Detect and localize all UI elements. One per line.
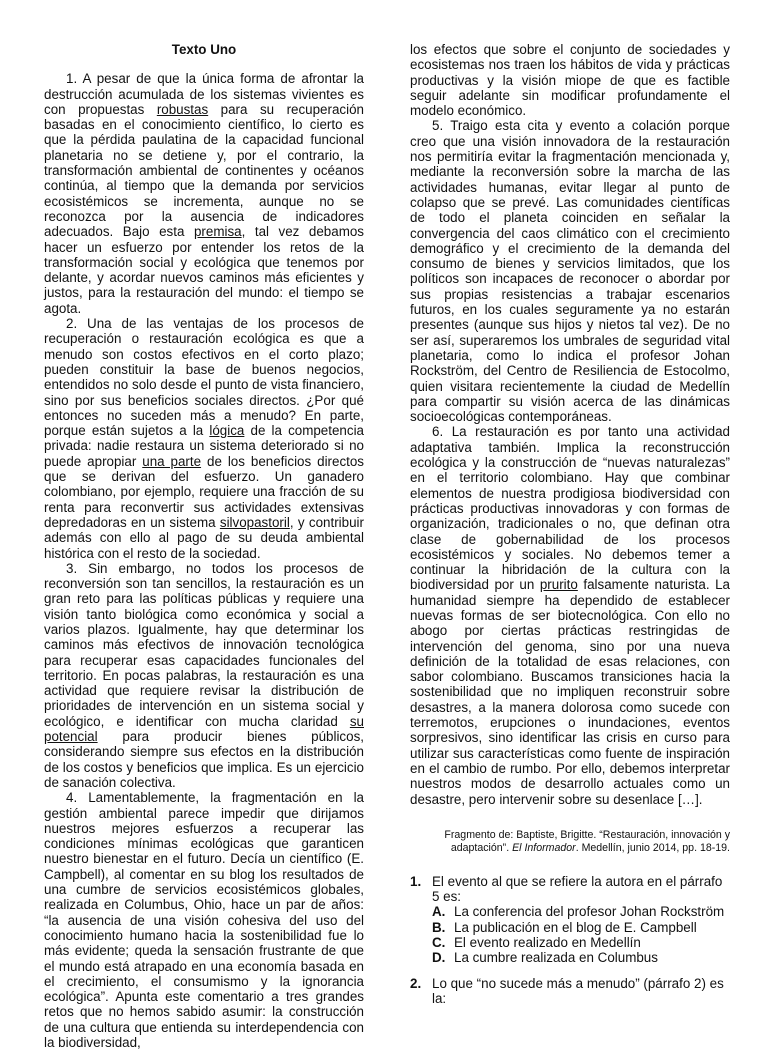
text-run: de la competencia privada: nadie restaura un sistema deteriorado si no puede apropiar (44, 423, 364, 469)
paragraph (44, 561, 364, 790)
text-run: 3. Sin embargo, no todos los procesos de reconversión son tan sencillos, la restauración es un gran reto para las políticas públicas y requiere una visión tanto biológica como económica y social a varios plazos. Igualmente, hay que determinar los caminos más efectivos de innovación tecnológica para recuperar esas capacidades funcionales del territorio. En pocas palabras, la restauración es una actividad que requiere revisar la distribución de prioridades de intervención en un sistema social y ecológico, e identificar con mucha claridad (44, 560, 364, 729)
text-run: los efectos que sobre el conjunto de sociedades y ecosistemas nos traen los hábitos de vida y prácticas productivas y la visión miope de que es factible seguir adelante sin modificar profundamente el modelo económico. (410, 42, 730, 119)
paragraph (44, 71, 364, 316)
right-paragraphs (410, 42, 730, 807)
answer-option[interactable] (432, 935, 730, 950)
text-run: 2. Una de las ventajas de los procesos de recuperación o restauración ecológica es que a menudo son costos efectivos en el corto plazo; pueden constituir la base de buenos negocios, entendidos no solo desde el punto de vista financiero, sino por sus beneficios sociales directos. ¿Por qué entonces no suceden más a menudo? En parte, porque están sujetos a la (44, 316, 364, 439)
underlined-term: silvopastoril (219, 514, 290, 530)
reference-publication: El Informador (512, 842, 576, 855)
text-run: 5. Traigo esta cita y evento a colación porque creo que una visión innovadora de la restauración nos permitiría evitar la fragmentación mencionada y, mediante la reconversión sobre la marcha de las actividades humanas, evitar llegar al punto de colapso que se prevé. Las comunidades científicas de todo el planeta coinciden en señalar la convergencia del caos climático con el crecimiento demográfico y el crecimiento de la demanda del consumo de bienes y servicios limitados, que los políticos son incapaces de reconocer o abordar por sus propias resistencias a trabajar escenarios futuros, en los cuales seguramente ya no estarán presentes (aunque sus hijos y nietos tal vez). De no ser así, superaremos los umbrales de seguridad vital planetaria, como lo indica el profesor Johan Rockström, del Centro de Resiliencia de Estocolmo, quien visitara recientemente la ciudad de Medellín para compartir su visión acerca de las dinámicas socioecológicas contemporáneas. (410, 118, 730, 425)
paragraph (410, 42, 730, 118)
text-run: 6. La restauración es por tanto una actividad adaptativa también. Implica la reconstrucción ecológica y la construcción de “nuevas naturalezas” en el territorio colombiano. Hay que combinar elementos de nuestra prodigiosa biodiversidad con prácticas productivas innovadoras y con formas de organización, tradicionales o no, que definan otra clase de gobernabilidad de los procesos ecosistémicos y sociales. No debemos temer a continuar la hibridación de la cultura con la biodiversidad por un (410, 424, 730, 593)
underlined-term: prurito (539, 577, 578, 593)
source-reference (440, 829, 730, 856)
question-item (410, 874, 730, 966)
paragraph (44, 790, 364, 1050)
question-text: Lo que “no sucede más a menudo” (párrafo 2) es la: (432, 975, 724, 1006)
option-text: La publicación en el blog de E. Campbell (454, 919, 697, 935)
answer-option[interactable] (432, 950, 730, 965)
question-item (410, 976, 730, 1007)
answer-options (432, 904, 730, 965)
questions-section (410, 874, 730, 1006)
question-text: El evento al que se refiere la autora en el párrafo 5 es: (432, 873, 723, 905)
question-body (432, 874, 730, 966)
reference-details: . Medellín, junio 2014, pp. 18-19. (575, 842, 730, 855)
option-letter: A. (432, 904, 446, 920)
text-run: para producir bienes públicos, considerando siempre sus efectos en la distribución de los costos y beneficios que implica. Es un ejercicio de sanación colectiva. (44, 729, 364, 790)
text-run: , tal vez debamos hacer un esfuerzo por entender los retos de la transformación social y ecológica que tenemos por delante, y acordar nuevos caminos más eficientes y justos, para la restauración del mundo: el tiempo se agota. (44, 224, 365, 316)
option-letter: D. (432, 950, 446, 966)
underlined-term: robustas (156, 101, 209, 117)
option-letter: C. (432, 935, 446, 951)
left-paragraphs (44, 71, 364, 1050)
text-run: de los beneficios directos que se derivan del esfuerzo. Un ganadero colombiano, por ejemplo, requiere una fracción de su renta para reconvertir sus actividades extensivas depredadoras en un sistema (44, 453, 365, 530)
underlined-term: lógica (209, 423, 245, 439)
question-number: 2. (410, 975, 422, 991)
text-run: falsamente naturista. La humanidad siempre ha dependido de establecer nuevas formas de ser biotecnológica. Con ello no abogo por ciertas prácticas restringidas de intervención del genoma, sino por una nueva definición de la totalidad de esas relaciones, con sabor colombiano. Buscamos transiciones hacia la sostenibilidad que no impliquen reconstruir sobre desastres, a la manera dolorosa como sucede con terremotos, erupciones o inundaciones, eventos sorpresivos, sino identificar las crisis en curso para utilizar sus características como fuente de inspiración en el cambio de rumbo. Por ello, debemos interpretar nuestros modos de desarrollo actuales como un desastre, pero intervenir sobre su desenlace […]. (410, 577, 730, 807)
option-text: La conferencia del profesor Johan Rockström (454, 904, 725, 920)
text-run: 4. Lamentablemente, la fragmentación en la gestión ambiental parece impedir que dirijamos nuestros mejores esfuerzos a recuperar las condiciones mínimas ecológicas que garanticen nuestro bienestar en el futuro. Decía un científico (E. Campbell), al comentar en su blog los resultados de una cumbre de servicios ecosistémicos globales, realizada en Columbus, Ohio, hace un par de años: “la ausencia de una visión cohesiva del uso del conocimiento humano hacia la sostenibilidad fue lo más evidente; queda la sensación frustrante de que el mundo está atrapado en una economía basada en el crecimiento, el consumismo y la ignorancia ecológica”. Apunta este comentario a tres grandes retos que no hemos sabido asumir: la construcción de una cultura que entienda su interdependencia con la biodiversidad, (44, 790, 364, 1050)
underlined-term: premisa (193, 224, 242, 240)
left-column (44, 42, 364, 1050)
paragraph (44, 316, 364, 561)
right-column (410, 42, 730, 1016)
question-body (432, 976, 730, 1007)
text-run: , y contribuir además con ello al pago de su deuda ambiental histórica con el resto de la sociedad. (44, 514, 364, 561)
paragraph (410, 118, 730, 424)
underlined-term: una parte (142, 453, 202, 469)
reference-text: Fragmento de: Baptiste, Brigitte. “Restauración, innovación y adaptación”. (444, 828, 730, 855)
question-number: 1. (410, 873, 422, 889)
option-letter: B. (432, 919, 446, 935)
answer-option[interactable] (432, 920, 730, 935)
paragraph (410, 424, 730, 806)
option-text: La cumbre realizada en Columbus (454, 950, 658, 966)
underlined-term: su potencial (44, 713, 364, 745)
document-title: Texto Uno (171, 42, 237, 57)
option-text: El evento realizado en Medellín (454, 935, 641, 951)
text-run: para su recuperación basadas en el conocimiento científico, lo cierto es que la pérdida paulatina de la capacidad funcional planetaria no se detiene y, por el contrario, la transformación ambiental de continentes y océanos continúa, al tiempo que la demanda por servicios ecosistémicos se incrementa, aunque no se reconozca por la ausencia de indicadores adecuados. Bajo esta (44, 101, 364, 240)
text-run: 1. A pesar de que la única forma de afrontar la destrucción acumulada de los sistemas vivientes es con propuestas (44, 71, 364, 117)
answer-option[interactable] (432, 904, 730, 919)
